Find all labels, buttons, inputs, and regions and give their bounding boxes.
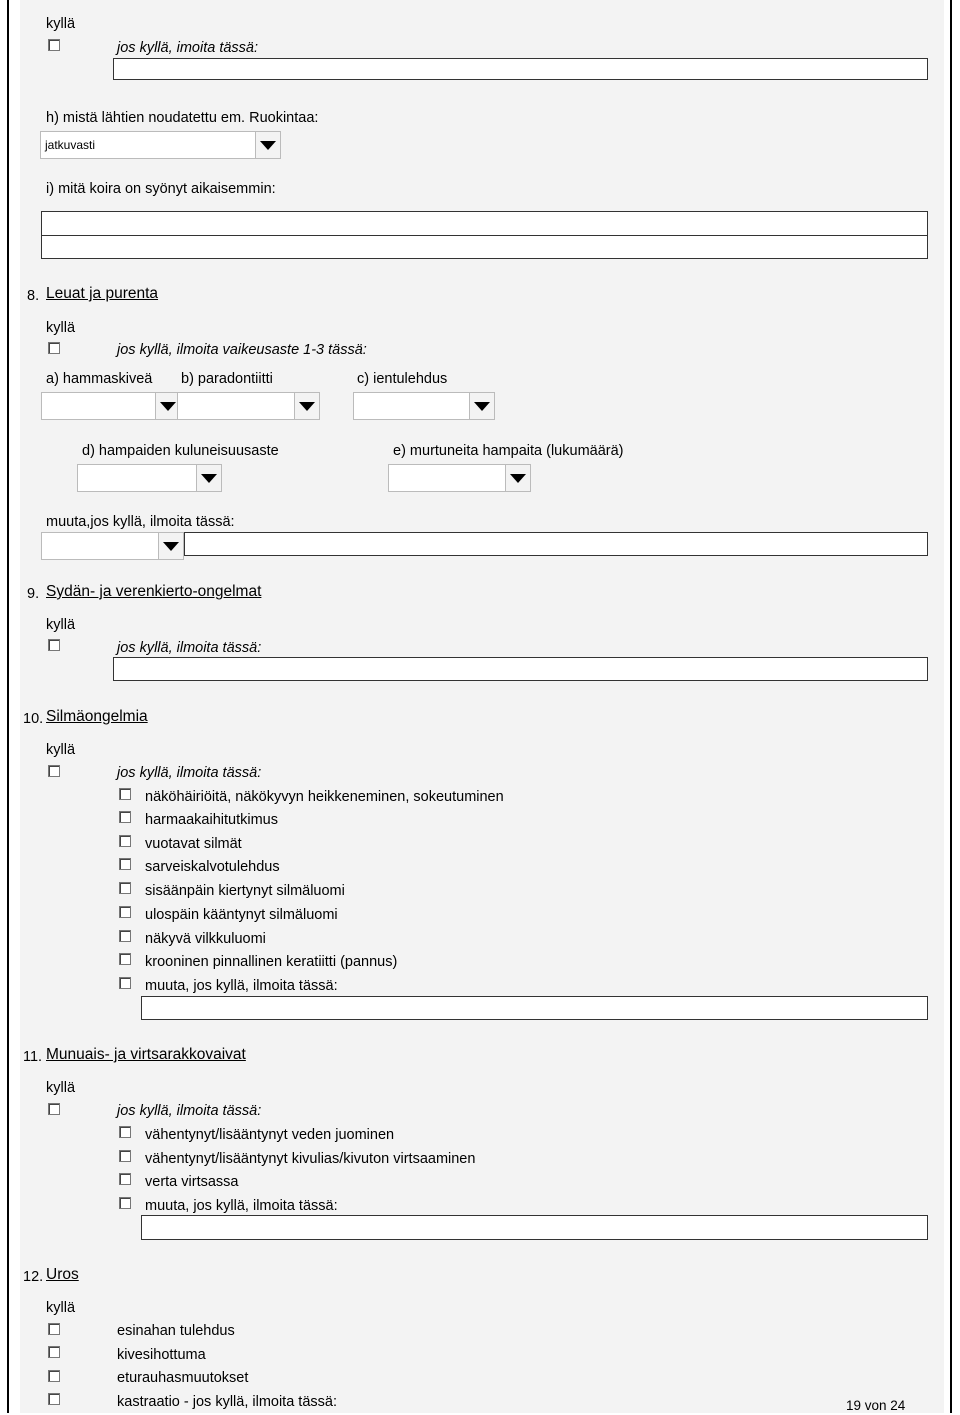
section-12-option-label: kastraatio - jos kyllä, ilmoita tässä: bbox=[117, 1394, 337, 1410]
page-number: 19 von 24 bbox=[846, 1398, 906, 1413]
section-11-option-checkbox[interactable] bbox=[119, 1126, 131, 1138]
section-10-option-checkbox[interactable] bbox=[119, 835, 131, 847]
section-10-yes-label: kyllä bbox=[46, 742, 76, 758]
section-10-option-checkbox[interactable] bbox=[119, 811, 131, 823]
section-10-detail-label: jos kyllä, ilmoita tässä: bbox=[117, 765, 262, 781]
section-10-option-label: harmaakaihitutkimus bbox=[145, 812, 278, 828]
section-8-other-select[interactable] bbox=[41, 532, 184, 560]
section-12-option-checkbox[interactable] bbox=[48, 1346, 60, 1358]
section-8-detail-label: jos kyllä, ilmoita vaikeusaste 1-3 tässä: bbox=[117, 342, 367, 358]
section-10-option-checkbox[interactable] bbox=[119, 788, 131, 800]
chevron-down-icon bbox=[196, 465, 221, 491]
prev-detail-label: jos kyllä, imoita tässä: bbox=[117, 40, 259, 56]
section-12-option-label: eturauhasmuutokset bbox=[117, 1370, 249, 1386]
section-11-option-checkbox[interactable] bbox=[119, 1173, 131, 1185]
section-8-c-select[interactable] bbox=[353, 392, 495, 420]
section-9-title: Sydän- ja verenkierto-ongelmat bbox=[46, 583, 262, 600]
chevron-down-icon bbox=[255, 132, 280, 158]
section-11-option-checkbox[interactable] bbox=[119, 1197, 131, 1209]
section-10-option-label: sisäänpäin kiertynyt silmäluomi bbox=[145, 883, 345, 899]
item-i-field-2[interactable] bbox=[41, 235, 928, 259]
section-12-option-checkbox[interactable] bbox=[48, 1323, 60, 1335]
section-11-yes-label: kyllä bbox=[46, 1080, 76, 1096]
section-10-yes-checkbox[interactable] bbox=[48, 765, 60, 777]
section-8-other-field[interactable] bbox=[184, 532, 928, 556]
section-9-number: 9. bbox=[27, 586, 40, 602]
section-8-d-label: d) hampaiden kuluneisuusaste bbox=[82, 443, 279, 459]
section-11-option-label: vähentynyt/lisääntynyt veden juominen bbox=[145, 1127, 395, 1143]
section-8-a-select[interactable] bbox=[41, 392, 181, 420]
section-10-option-checkbox[interactable] bbox=[119, 882, 131, 894]
section-8-e-select[interactable] bbox=[388, 464, 531, 492]
section-10-option-checkbox[interactable] bbox=[119, 953, 131, 965]
section-12-number: 12. bbox=[23, 1269, 44, 1285]
prev-yes-label: kyllä bbox=[46, 16, 76, 32]
section-11-option-checkbox[interactable] bbox=[119, 1150, 131, 1162]
chevron-down-icon bbox=[505, 465, 530, 491]
chevron-down-icon bbox=[294, 393, 319, 419]
section-10-option-checkbox[interactable] bbox=[119, 977, 131, 989]
section-10-option-label: ulospäin kääntynyt silmäluomi bbox=[145, 907, 338, 923]
section-10-option-label: sarveiskalvotulehdus bbox=[145, 859, 280, 875]
section-8-other-label: muuta,jos kyllä, ilmoita tässä: bbox=[46, 514, 235, 530]
section-8-c-label: c) ientulehdus bbox=[357, 371, 448, 387]
section-10-option-checkbox[interactable] bbox=[119, 930, 131, 942]
section-8-number: 8. bbox=[27, 288, 40, 304]
section-11-yes-checkbox[interactable] bbox=[48, 1103, 60, 1115]
section-9-detail-label: jos kyllä, ilmoita tässä: bbox=[117, 640, 262, 656]
chevron-down-icon bbox=[158, 533, 183, 559]
section-11-title: Munuais- ja virtsarakkovaivat bbox=[46, 1046, 246, 1063]
section-8-b-label: b) paradontiitti bbox=[181, 371, 273, 387]
section-12-option-checkbox[interactable] bbox=[48, 1393, 60, 1405]
item-h-select[interactable] bbox=[40, 131, 281, 159]
section-9-yes-label: kyllä bbox=[46, 617, 76, 633]
section-10-option-label: näköhäiriöitä, näkökyvyn heikkeneminen, sokeutuminen bbox=[145, 789, 504, 805]
section-10-other-field[interactable] bbox=[141, 996, 928, 1020]
section-11-option-label: vähentynyt/lisääntynyt kivulias/kivuton virtsaaminen bbox=[145, 1151, 476, 1167]
section-8-d-select[interactable] bbox=[77, 464, 222, 492]
section-11-other-field[interactable] bbox=[141, 1215, 928, 1240]
section-10-option-checkbox[interactable] bbox=[119, 906, 131, 918]
chevron-down-icon bbox=[469, 393, 494, 419]
section-8-yes-checkbox[interactable] bbox=[48, 342, 60, 354]
section-9-yes-checkbox[interactable] bbox=[48, 639, 60, 651]
prev-yes-checkbox[interactable] bbox=[48, 39, 60, 51]
section-12-yes-label: kyllä bbox=[46, 1300, 76, 1316]
section-11-number: 11. bbox=[23, 1049, 43, 1065]
section-8-b-select[interactable] bbox=[177, 392, 320, 420]
section-8-yes-label: kyllä bbox=[46, 320, 76, 336]
section-8-e-label: e) murtuneita hampaita (lukumäärä) bbox=[393, 443, 624, 459]
section-10-title: Silmäongelmia bbox=[46, 708, 148, 725]
section-10-option-label: krooninen pinnallinen keratiitti (pannus) bbox=[145, 954, 398, 970]
section-8-a-label: a) hammaskiveä bbox=[46, 371, 153, 387]
section-12-option-checkbox[interactable] bbox=[48, 1370, 60, 1382]
section-9-detail-field[interactable] bbox=[113, 657, 928, 681]
section-11-option-label: verta virtsassa bbox=[145, 1174, 239, 1190]
section-10-option-checkbox[interactable] bbox=[119, 858, 131, 870]
section-10-option-label: muuta, jos kyllä, ilmoita tässä: bbox=[145, 978, 338, 994]
section-10-option-label: näkyvä vilkkuluomi bbox=[145, 931, 266, 947]
section-11-detail-label: jos kyllä, ilmoita tässä: bbox=[117, 1103, 262, 1119]
section-12-option-label: kivesihottuma bbox=[117, 1347, 206, 1363]
item-h-select-value: jatkuvasti bbox=[45, 138, 96, 152]
section-12-option-label: esinahan tulehdus bbox=[117, 1323, 235, 1339]
section-12-title: Uros bbox=[46, 1266, 79, 1283]
section-8-title: Leuat ja purenta bbox=[46, 285, 159, 302]
prev-detail-field[interactable] bbox=[113, 58, 928, 80]
item-i-field-1[interactable] bbox=[41, 211, 928, 236]
section-10-number: 10. bbox=[23, 711, 44, 727]
section-11-option-label: muuta, jos kyllä, ilmoita tässä: bbox=[145, 1198, 338, 1214]
section-10-option-label: vuotavat silmät bbox=[145, 836, 242, 852]
item-h-label: h) mistä lähtien noudatettu em. Ruokintaa: bbox=[46, 110, 319, 126]
item-i-label: i) mitä koira on syönyt aikaisemmin: bbox=[46, 181, 276, 197]
